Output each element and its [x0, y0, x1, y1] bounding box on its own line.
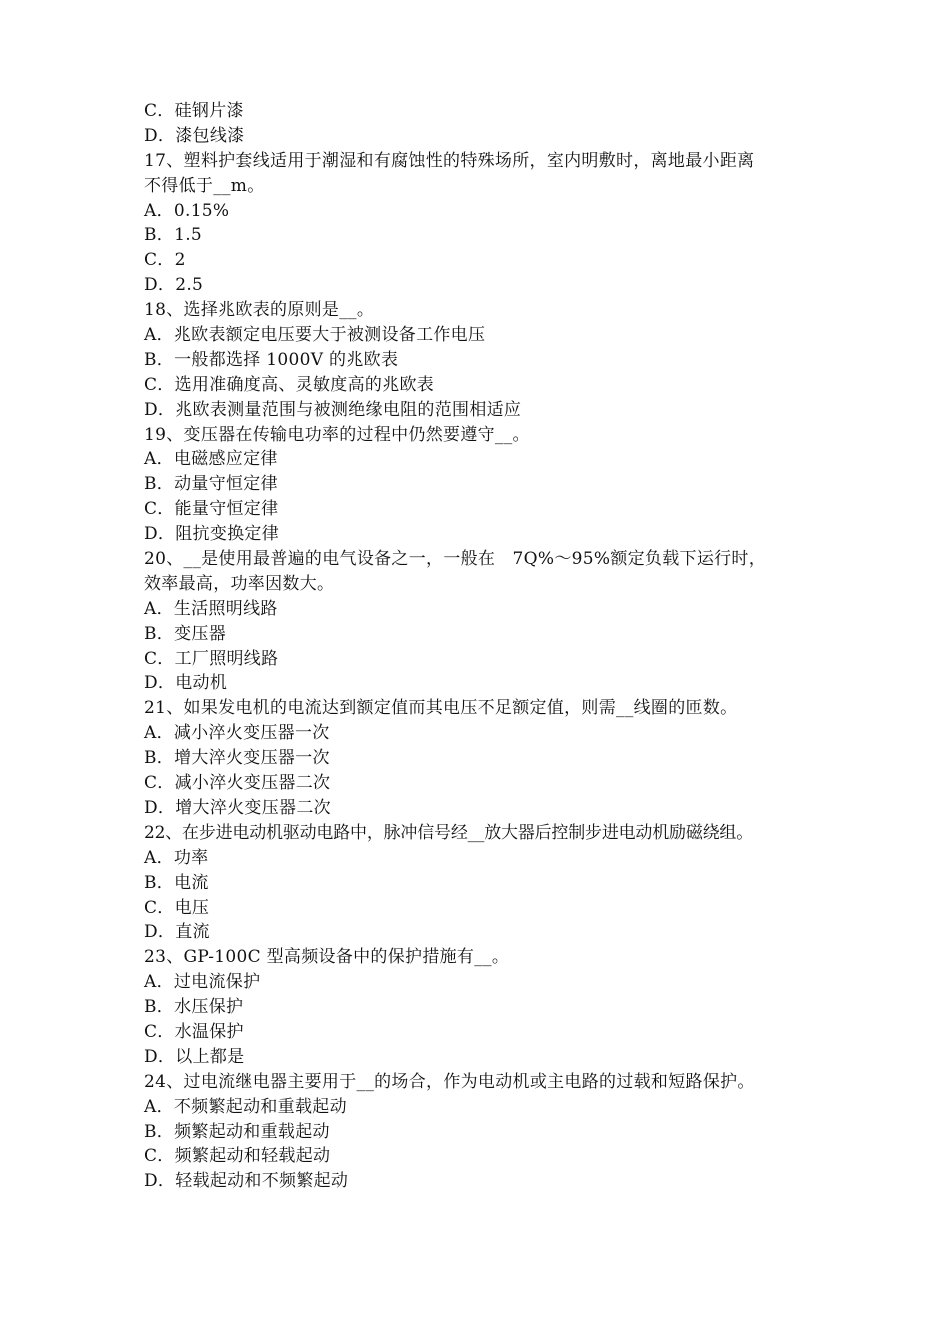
- document-page: [144, 99, 824, 1194]
- option-a: A．不频繁起动和重载起动: [144, 1096, 347, 1117]
- question-19-text: 19、变压器在传输电功率的过程中仍然要遵守__。: [144, 424, 530, 445]
- option-d: D．轻载起动和不频繁起动: [144, 1171, 349, 1192]
- option-c: C．工厂照明线路: [144, 648, 279, 669]
- option-b: B．增大淬火变压器一次: [144, 748, 330, 769]
- option-d: D．电动机: [144, 673, 228, 694]
- option-b: B．变压器: [144, 623, 226, 644]
- option-c: C．2: [144, 250, 186, 271]
- option-c: C．水温保护: [144, 1021, 244, 1042]
- option-a: A．过电流保护: [144, 972, 261, 993]
- option-b: B．水压保护: [144, 997, 244, 1018]
- option-c: C．减小淬火变压器二次: [144, 773, 331, 794]
- option-a: A．生活照明线路: [144, 598, 278, 619]
- option-d: D．2.5: [144, 275, 204, 296]
- option-d: D．漆包线漆: [144, 125, 245, 146]
- option-a: A．兆欧表额定电压要大于被测设备工作电压: [144, 325, 486, 346]
- option-b: B．动量守恒定律: [144, 474, 278, 495]
- question-17-text-cont: 不得低于__m。: [144, 175, 265, 196]
- option-c: C．频繁起动和轻载起动: [144, 1146, 331, 1167]
- option-c: C．选用准确度高、灵敏度高的兆欧表: [144, 374, 435, 395]
- question-17-text: 17、塑料护套线适用于潮湿和有腐蚀性的特殊场所，室内明敷时，离地最小距离: [144, 150, 755, 171]
- option-d: D．直流: [144, 922, 210, 943]
- question-20-text: 20、__是使用最普遍的电气设备之一，一般在 7Q%～95%额定负载下运行时，: [144, 549, 767, 570]
- option-a: A．电磁感应定律: [144, 449, 278, 470]
- question-18-text: 18、选择兆欧表的原则是__。: [144, 300, 375, 321]
- option-b: B．频繁起动和重载起动: [144, 1121, 330, 1142]
- option-d: D．兆欧表测量范围与被测绝缘电阻的范围相适应: [144, 399, 522, 420]
- option-a: A．功率: [144, 847, 209, 868]
- question-24-text: 24、过电流继电器主要用于__的场合，作为电动机或主电路的过载和短路保护。: [144, 1071, 755, 1092]
- option-a: A．0.15%: [144, 200, 230, 221]
- question-21-text: 21、如果发电机的电流达到额定值而其电压不足额定值，则需__线圈的匝数。: [144, 698, 738, 719]
- option-d: D．以上都是: [144, 1046, 245, 1067]
- option-d: D．增大淬火变压器二次: [144, 797, 331, 818]
- option-b: B．一般都选择 1000V 的兆欧表: [144, 349, 399, 370]
- question-23-text: 23、GP-100C 型高频设备中的保护措施有__。: [144, 947, 510, 968]
- question-20-text-cont: 效率最高，功率因数大。: [144, 573, 335, 594]
- option-a: A．减小淬火变压器一次: [144, 723, 330, 744]
- option-c: C．电压: [144, 897, 210, 918]
- option-c: C．能量守恒定律: [144, 499, 279, 520]
- option-b: B．电流: [144, 872, 209, 893]
- option-c: C．硅钢片漆: [144, 101, 244, 121]
- question-22-text: 22、在步进电动机驱动电路中，脉冲信号经__放大器后控制步进电动机励磁绕组。: [144, 822, 754, 843]
- option-d: D．阻抗变换定律: [144, 524, 280, 545]
- option-b: B．1.5: [144, 225, 203, 246]
